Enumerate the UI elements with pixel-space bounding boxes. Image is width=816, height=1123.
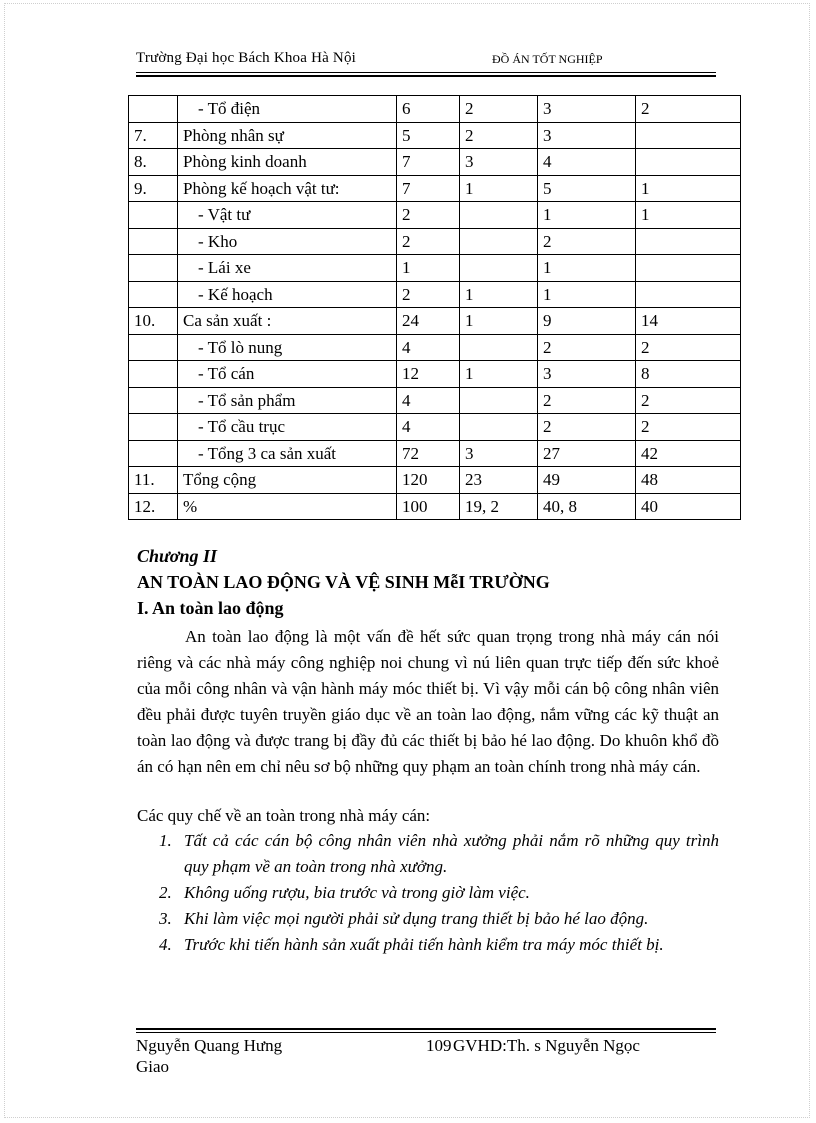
table-cell-name: - Tổ điện	[178, 96, 397, 123]
table-cell-v4: 2	[636, 334, 741, 361]
table-cell-no: 11.	[129, 467, 178, 494]
table-cell-v3: 3	[538, 122, 636, 149]
chapter-label: Chương II	[137, 546, 217, 566]
table-cell-no	[129, 96, 178, 123]
staff-table	[128, 95, 741, 520]
table-cell-name: - Tổng 3 ca sản xuất	[178, 440, 397, 467]
table-cell-v1: 2	[397, 228, 460, 255]
author-name-continued: Giao	[136, 1057, 170, 1076]
table-cell-v3: 2	[538, 387, 636, 414]
table-cell-name: Phòng kế hoạch vật tư:	[178, 175, 397, 202]
list-item-number: 4.	[159, 935, 172, 954]
list-item-text: Không uống rượu, bia trước và trong giờ làm việc.	[184, 883, 530, 902]
table-cell-v1: 72	[397, 440, 460, 467]
table-cell-v3: 1	[538, 255, 636, 282]
list-item	[137, 932, 719, 958]
table-cell-v1: 24	[397, 308, 460, 335]
table-cell-v2: 1	[460, 281, 538, 308]
table-cell-v4	[636, 228, 741, 255]
table-cell-v1: 6	[397, 96, 460, 123]
table-row	[129, 255, 741, 282]
table-row	[129, 308, 741, 335]
table-cell-v3: 2	[538, 228, 636, 255]
table-cell-name: - Vật tư	[178, 202, 397, 229]
table-cell-v3: 9	[538, 308, 636, 335]
table-cell-v1: 2	[397, 202, 460, 229]
table-cell-v4: 2	[636, 96, 741, 123]
school-name: Trường Đại học Bách Khoa Hà Nội	[136, 50, 357, 66]
list-item-number: 1.	[159, 831, 172, 850]
table-cell-no	[129, 255, 178, 282]
table-cell-v3: 1	[538, 281, 636, 308]
table-cell-v2	[460, 255, 538, 282]
table-cell-v4	[636, 255, 741, 282]
table-cell-v1: 7	[397, 149, 460, 176]
header-rule-thick	[136, 75, 716, 77]
table-cell-name: Ca sản xuất :	[178, 308, 397, 335]
table-cell-name: - Kế hoạch	[178, 281, 397, 308]
table-cell-name: - Lái xe	[178, 255, 397, 282]
table-cell-v2: 1	[460, 361, 538, 388]
table-cell-v1: 4	[397, 387, 460, 414]
table-cell-no: 7.	[129, 122, 178, 149]
table-cell-v3: 40, 8	[538, 493, 636, 520]
table-row	[129, 122, 741, 149]
table-cell-v2: 2	[460, 122, 538, 149]
advisor-name: GVHD:Th. s Nguyễn Ngọc	[453, 1036, 640, 1055]
table-cell-no	[129, 414, 178, 441]
table-cell-v2	[460, 414, 538, 441]
author-name: Nguyễn Quang Hưng	[136, 1036, 283, 1055]
table-cell-v2	[460, 228, 538, 255]
table-cell-name: - Kho	[178, 228, 397, 255]
table-cell-v4: 14	[636, 308, 741, 335]
rules-list	[137, 828, 719, 958]
list-item	[137, 828, 719, 880]
table-cell-no	[129, 440, 178, 467]
header-rule	[136, 72, 716, 73]
list-item-number: 3.	[159, 909, 172, 928]
table-cell-v2: 3	[460, 440, 538, 467]
table-cell-v3: 4	[538, 149, 636, 176]
table-cell-v1: 2	[397, 281, 460, 308]
table-cell-v2	[460, 387, 538, 414]
table-row	[129, 202, 741, 229]
table-cell-v4: 2	[636, 387, 741, 414]
table-cell-v3: 3	[538, 361, 636, 388]
chapter-title: AN TOÀN LAO ĐỘNG VÀ VỆ SINH MễI TRƯỜNG	[137, 572, 550, 592]
list-item	[137, 880, 719, 906]
table-cell-name: Phòng kinh doanh	[178, 149, 397, 176]
table-cell-v2: 1	[460, 308, 538, 335]
project-title: ĐỒ ÁN TỐT NGHIỆP	[492, 52, 603, 66]
table-cell-v1: 120	[397, 467, 460, 494]
table-cell-name: Tổng cộng	[178, 467, 397, 494]
rules-intro: Các quy chế về an toàn trong nhà máy cán:	[137, 806, 431, 825]
table-cell-v4: 40	[636, 493, 741, 520]
table-cell-v1: 7	[397, 175, 460, 202]
body-paragraph: An toàn lao động là một vấn đề hết sức quan trọng trong nhà máy cán nói riêng và các nhà máy công nghiệp noi chung vì nú liên quan trực tiếp đến sức khoẻ của mỗi công nhân và vận hành máy móc thiết bị. Vì vậy mỗi cán bộ công nhân viên đều phải được tuyên truyền giáo dục về an toàn lao động, nắm vững các kỹ thuật an toàn lao động và được trang bị đầy đủ các thiết bị bảo hé lao động. Do khuôn khổ đồ án có hạn nên em chỉ nêu sơ bộ những quy phạm an toàn chính trong nhà máy cán.	[137, 627, 719, 776]
page-number: 109	[426, 1036, 452, 1055]
page-header	[136, 48, 716, 78]
table-cell-no: 8.	[129, 149, 178, 176]
footer-rule	[136, 1032, 716, 1033]
table-cell-v4: 1	[636, 175, 741, 202]
table-cell-v2: 23	[460, 467, 538, 494]
table-cell-v1: 4	[397, 414, 460, 441]
table-row	[129, 149, 741, 176]
table-cell-v3: 2	[538, 414, 636, 441]
table-row	[129, 96, 741, 123]
footer-rule-thick	[136, 1028, 716, 1030]
table-cell-v4	[636, 149, 741, 176]
page-footer	[136, 1028, 716, 1078]
table-cell-v3: 2	[538, 334, 636, 361]
table-cell-v3: 1	[538, 202, 636, 229]
table-cell-no	[129, 387, 178, 414]
table-row	[129, 334, 741, 361]
table-cell-name: - Tổ cầu trục	[178, 414, 397, 441]
table-row	[129, 175, 741, 202]
table-cell-v4: 42	[636, 440, 741, 467]
table-cell-v3: 5	[538, 175, 636, 202]
table-cell-v4: 2	[636, 414, 741, 441]
table-cell-v3: 27	[538, 440, 636, 467]
table-cell-no: 10.	[129, 308, 178, 335]
table-cell-v2	[460, 334, 538, 361]
table-cell-no	[129, 361, 178, 388]
table-row	[129, 361, 741, 388]
table-row	[129, 281, 741, 308]
table-cell-v4	[636, 122, 741, 149]
table-cell-v2	[460, 202, 538, 229]
table-cell-v1: 100	[397, 493, 460, 520]
table-cell-v3: 3	[538, 96, 636, 123]
list-item	[137, 906, 719, 932]
table-cell-v4	[636, 281, 741, 308]
table-cell-no: 9.	[129, 175, 178, 202]
list-item-text: Tất cả các cán bộ công nhân viên nhà xưởng phải nắm rõ những quy trình quy phạm về an toàn trong nhà xưởng.	[184, 831, 719, 876]
section-heading: I. An toàn lao động	[137, 598, 284, 618]
table-cell-v2: 19, 2	[460, 493, 538, 520]
table-cell-name: - Tổ lò nung	[178, 334, 397, 361]
table-cell-v4: 48	[636, 467, 741, 494]
table-row	[129, 387, 741, 414]
table-cell-v4: 8	[636, 361, 741, 388]
table-cell-v4: 1	[636, 202, 741, 229]
list-item-number: 2.	[159, 883, 172, 902]
table-cell-no	[129, 202, 178, 229]
table-cell-no	[129, 334, 178, 361]
table-cell-no: 12.	[129, 493, 178, 520]
table-cell-v2: 3	[460, 149, 538, 176]
table-cell-v1: 4	[397, 334, 460, 361]
table-cell-name: %	[178, 493, 397, 520]
table-cell-v1: 5	[397, 122, 460, 149]
table-row	[129, 467, 741, 494]
table-cell-v1: 12	[397, 361, 460, 388]
table-cell-no	[129, 228, 178, 255]
table-cell-name: Phòng nhân sự	[178, 122, 397, 149]
table-row	[129, 440, 741, 467]
table-cell-name: - Tổ cán	[178, 361, 397, 388]
table-row	[129, 228, 741, 255]
list-item-text: Trước khi tiến hành sản xuất phải tiến hành kiểm tra máy móc thiết bị.	[184, 935, 664, 954]
table-cell-no	[129, 281, 178, 308]
table-cell-v1: 1	[397, 255, 460, 282]
table-cell-v2: 1	[460, 175, 538, 202]
table-cell-v2: 2	[460, 96, 538, 123]
table-cell-name: - Tổ sản phẩm	[178, 387, 397, 414]
table-cell-v3: 49	[538, 467, 636, 494]
table-row	[129, 493, 741, 520]
table-row	[129, 414, 741, 441]
list-item-text: Khi làm việc mọi người phải sử dụng trang thiết bị bảo hé lao động.	[184, 909, 649, 928]
